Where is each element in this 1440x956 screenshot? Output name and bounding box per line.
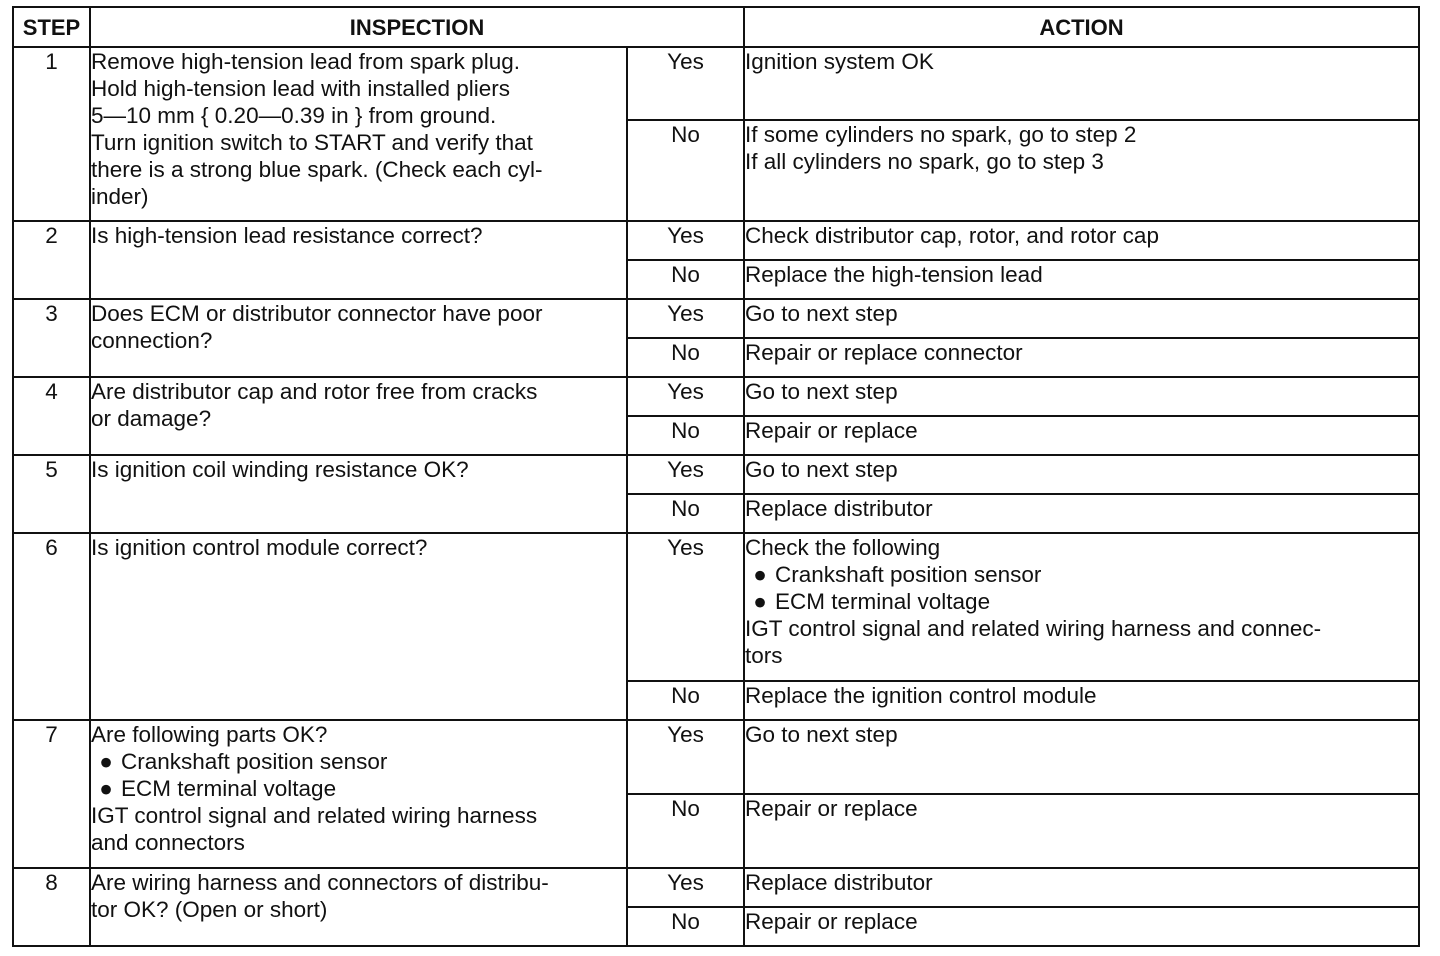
yes-action-cell (744, 47, 1419, 120)
inspection-line: Are distributor cap and rotor free from cracks (91, 379, 538, 404)
inspection-line: Is high-tension lead resistance correct? (91, 223, 483, 248)
inspection-cell (90, 299, 627, 377)
bullet-icon: ● (753, 562, 767, 587)
yes-action-cell (744, 377, 1419, 416)
action-line: Replace distributor (745, 496, 933, 521)
no-label: No (627, 260, 744, 299)
no-label: No (627, 494, 744, 533)
action-line: Repair or replace (745, 796, 918, 821)
action-line: Repair or replace (745, 909, 918, 934)
no-action-cell (744, 681, 1419, 720)
inspection-line: Are wiring harness and connectors of distribu- (91, 870, 549, 895)
no-action-cell (744, 338, 1419, 377)
no-label: No (627, 907, 744, 946)
yes-action-cell (744, 299, 1419, 338)
table-row (13, 455, 1419, 494)
inspection-cell (90, 221, 627, 299)
action-line: Go to next step (745, 301, 898, 326)
bullet-item (91, 748, 626, 775)
action-line: Go to next step (745, 722, 898, 747)
action-line: Check the following (745, 535, 941, 560)
yes-label: Yes (627, 221, 744, 260)
step-number: 2 (13, 221, 90, 299)
yes-action-cell (744, 533, 1419, 681)
table-row (13, 868, 1419, 907)
no-label: No (627, 416, 744, 455)
action-line: Check distributor cap, rotor, and rotor cap (745, 223, 1159, 248)
no-action-cell (744, 794, 1419, 868)
header-inspection: INSPECTION (90, 7, 744, 47)
bullet-text: ECM terminal voltage (121, 776, 337, 801)
bullet-text: Crankshaft position sensor (121, 749, 388, 774)
yes-label: Yes (627, 533, 744, 681)
table-row (13, 720, 1419, 794)
inspection-line: connection? (91, 328, 213, 353)
yes-label: Yes (627, 299, 744, 338)
inspection-line: Does ECM or distributor connector have poor (91, 301, 543, 326)
no-label: No (627, 794, 744, 868)
inspection-line: there is a strong blue spark. (Check each cyl- (91, 157, 543, 182)
bullet-icon: ● (753, 589, 767, 614)
action-line: Replace the high-tension lead (745, 262, 1043, 287)
action-line: IGT control signal and related wiring harness and connec- (745, 616, 1322, 641)
action-line: Ignition system OK (745, 49, 934, 74)
table-row (13, 533, 1419, 681)
inspection-line: 5—10 mm { 0.20—0.39 in } from ground. (91, 103, 497, 128)
bullet-item (91, 775, 626, 802)
yes-label: Yes (627, 868, 744, 907)
action-line: If some cylinders no spark, go to step 2 (745, 122, 1137, 147)
yes-label: Yes (627, 720, 744, 794)
inspection-line: and connectors (91, 830, 245, 855)
header-action: ACTION (744, 7, 1419, 47)
action-line: Replace the ignition control module (745, 683, 1097, 708)
inspection-line: Hold high-tension lead with installed pliers (91, 76, 510, 101)
yes-action-cell (744, 720, 1419, 794)
inspection-line: IGT control signal and related wiring harness (91, 803, 538, 828)
table-row (13, 221, 1419, 260)
step-number: 3 (13, 299, 90, 377)
action-line: Go to next step (745, 457, 898, 482)
inspection-line: Is ignition coil winding resistance OK? (91, 457, 469, 482)
action-line: Repair or replace connector (745, 340, 1023, 365)
header-row (13, 7, 1419, 47)
no-action-cell (744, 494, 1419, 533)
yes-action-cell (744, 455, 1419, 494)
inspection-line: Remove high-tension lead from spark plug. (91, 49, 520, 74)
no-action-cell (744, 260, 1419, 299)
ignition-troubleshooting-table (12, 6, 1420, 947)
step-number: 4 (13, 377, 90, 455)
troubleshooting-table-container (12, 6, 1418, 947)
yes-label: Yes (627, 47, 744, 120)
action-line: Repair or replace (745, 418, 918, 443)
inspection-line: tor OK? (Open or short) (91, 897, 328, 922)
bullet-item (745, 561, 1418, 588)
bullet-text: ECM terminal voltage (775, 589, 991, 614)
bullet-icon: ● (99, 749, 113, 774)
action-line: Go to next step (745, 379, 898, 404)
yes-action-cell (744, 868, 1419, 907)
no-action-cell (744, 907, 1419, 946)
yes-action-cell (744, 221, 1419, 260)
step-number: 8 (13, 868, 90, 946)
no-label: No (627, 120, 744, 221)
bullet-icon: ● (99, 776, 113, 801)
no-action-cell (744, 416, 1419, 455)
no-label: No (627, 681, 744, 720)
inspection-line: Is ignition control module correct? (91, 535, 428, 560)
inspection-cell (90, 533, 627, 720)
bullet-text: Crankshaft position sensor (775, 562, 1042, 587)
inspection-cell (90, 377, 627, 455)
inspection-cell (90, 47, 627, 221)
yes-label: Yes (627, 377, 744, 416)
action-line: If all cylinders no spark, go to step 3 (745, 149, 1104, 174)
no-action-cell (744, 120, 1419, 221)
inspection-line: or damage? (91, 406, 212, 431)
table-row (13, 299, 1419, 338)
inspection-line: Turn ignition switch to START and verify that (91, 130, 533, 155)
inspection-line: inder) (91, 184, 149, 209)
inspection-line: Are following parts OK? (91, 722, 328, 747)
inspection-cell (90, 868, 627, 946)
action-line: tors (745, 643, 783, 668)
yes-label: Yes (627, 455, 744, 494)
bullet-item (745, 588, 1418, 615)
step-number: 6 (13, 533, 90, 720)
action-line: Replace distributor (745, 870, 933, 895)
header-step: STEP (13, 7, 90, 47)
step-number: 1 (13, 47, 90, 221)
no-label: No (627, 338, 744, 377)
table-row (13, 47, 1419, 120)
step-number: 7 (13, 720, 90, 868)
step-number: 5 (13, 455, 90, 533)
table-row (13, 377, 1419, 416)
inspection-cell (90, 455, 627, 533)
inspection-cell (90, 720, 627, 868)
